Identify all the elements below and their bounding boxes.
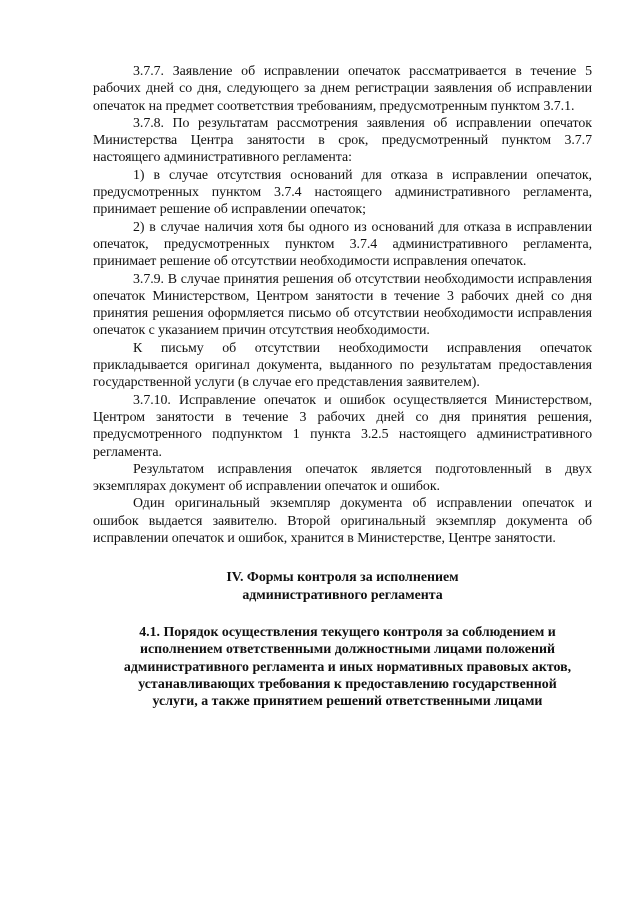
- subsection-heading-line: административного регламента и иных нормативных правовых актов,: [123, 659, 572, 675]
- section-heading: [93, 569, 592, 604]
- paragraph-original-copy: Один оригинальный экземпляр документа об исправлении опечаток и ошибок выдается заявителю. Второй оригинальный экземпляр документа об исправлении опечаток и ошибок, хранится в Министерстве, Центре занятости.: [93, 496, 592, 547]
- paragraph-result: Результатом исправления опечаток является подготовленный в двух экземплярах документ об исправлении опечаток и ошибок.: [93, 461, 592, 495]
- subsection-heading: [93, 624, 592, 710]
- paragraph-letter-attachment: К письму об отсутствии необходимости исправления опечаток прикладывается оригинал документа, выданного по результатам предоставления государственной услуги (в случае его представления заявителем).: [93, 340, 592, 391]
- paragraph-3-7-7: 3.7.7. Заявление об исправлении опечаток рассматривается в течение 5 рабочих дней со дня, следующего за днем регистрации заявления об исправлении опечаток на предмет соответствия требованиям, предусмотренным пунктом 3.7.1.: [93, 64, 592, 114]
- section-heading-line: административного регламента: [242, 587, 443, 603]
- section-heading-line: IV. Формы контроля за исполнением: [226, 570, 459, 586]
- paragraph-item-1: 1) в случае отсутствия оснований для отказа в исправлении опечаток, предусмотренных пунктом 3.7.4 настоящего административного регламента, принимает решение об исправлении опечаток;: [93, 167, 592, 218]
- subsection-heading-line: исполнением ответственными должностными лицами положений: [140, 642, 555, 658]
- paragraph-item-2: 2) в случае наличия хотя бы одного из оснований для отказа в исправлении опечаток, предусмотренных пунктом 3.7.4 административного регламента, принимает решение об отсутствии необходимости исправления опечаток.: [93, 219, 592, 270]
- paragraph-3-7-10: 3.7.10. Исправление опечаток и ошибок осуществляется Министерством, Центром занятости в течение 3 рабочих дней со дня принятия решения, предусмотренного подпунктом 1 пункта 3.2.5 настоящего административного регламента.: [93, 392, 592, 460]
- paragraph-3-7-9: 3.7.9. В случае принятия решения об отсутствии необходимости исправления опечаток Министерством, Центром занятости в течение 3 рабочих дней со дня принятия решения оформляется письмо об отсутствии необходимости исправления опечаток с указанием причин отсутствия необходимости.: [93, 271, 592, 339]
- document-page: [93, 63, 592, 710]
- subsection-heading-line: услуги, а также принятием решений ответственными лицами: [152, 694, 543, 710]
- subsection-heading-line: 4.1. Порядок осуществления текущего контроля за соблюдением и: [139, 624, 556, 640]
- subsection-heading-line: устанавливающих требования к предоставлению государственной: [138, 676, 557, 692]
- paragraph-3-7-8: 3.7.8. По результатам рассмотрения заявления об исправлении опечаток Министерства Центра занятости в срок, предусмотренный пунктом 3.7.7 настоящего административного регламента:: [93, 115, 592, 166]
